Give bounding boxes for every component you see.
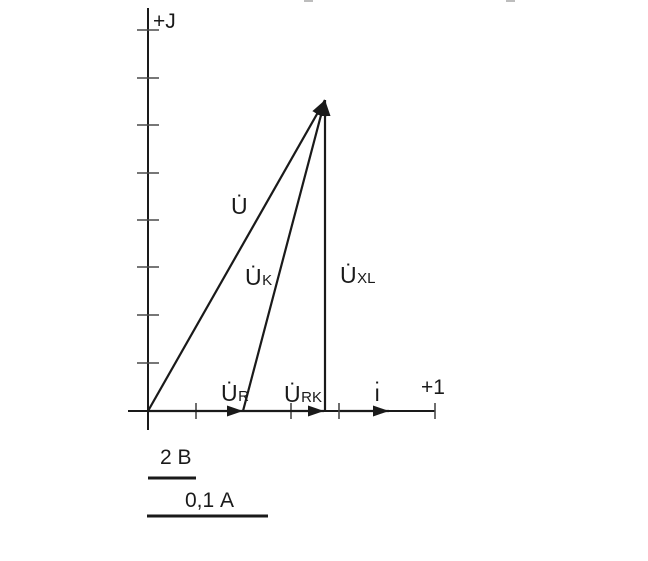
vector-U_R-symbol: U̇ bbox=[221, 380, 239, 406]
vector-U_XL-subscript: XL bbox=[357, 270, 376, 287]
vector-U bbox=[148, 100, 325, 411]
vector-U_RK-subscript: RK bbox=[301, 389, 322, 406]
vector-U_R-subscript: R bbox=[238, 388, 249, 405]
voltage-scale-text: 2 В bbox=[160, 446, 192, 469]
vector-U_K bbox=[243, 100, 325, 411]
vector-U_XL-symbol: U̇ bbox=[340, 262, 358, 288]
legend-lines-group bbox=[147, 478, 268, 516]
vector-U_K-subscript: K bbox=[262, 272, 273, 289]
horizontal-axis-label-text: +1 bbox=[421, 376, 445, 399]
vector-i-symbol: ı̇ bbox=[374, 380, 381, 406]
current-scale-text: 0,1 А bbox=[185, 489, 235, 512]
vertical-axis-label-text: +J bbox=[153, 10, 176, 33]
vector-U-symbol: U̇ bbox=[231, 193, 249, 219]
vectors-group bbox=[148, 100, 389, 411]
vector-U_RK-symbol: U̇ bbox=[284, 381, 302, 407]
vector-U_K-symbol: U̇ bbox=[245, 264, 263, 290]
